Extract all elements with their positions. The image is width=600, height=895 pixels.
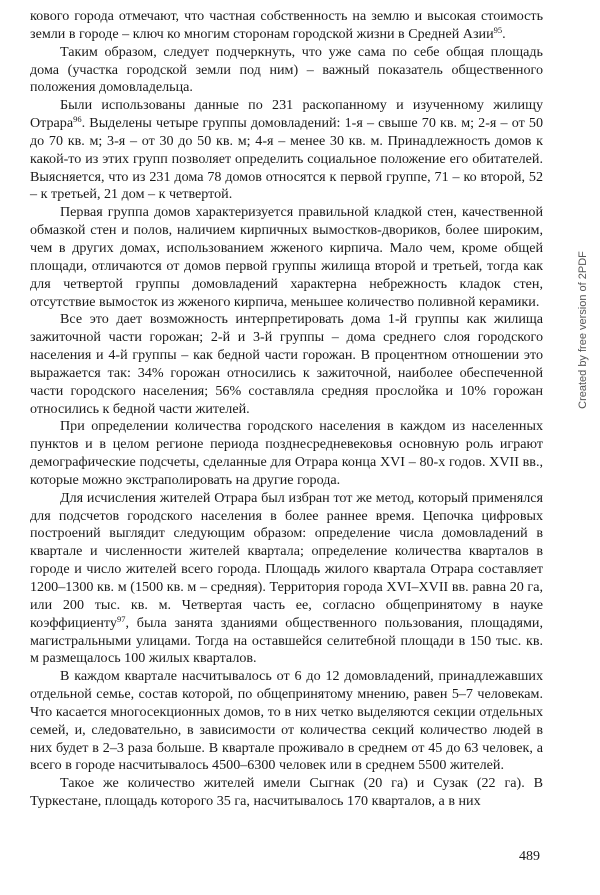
paragraph-text: Первая группа домов характеризуется правильной кладкой стен, качественной обмазкой стен и полов, наличием кирпичных вымостков-двориков, более широким, чем в других домах, использованием жженого кирпича. Мало чем, кроме общей площади, отличаются от домов первой группы жилища второй и третьей, тогда как для четвертой группы домовладений характерна небрежность кладок стен, отсутствие вымосток из жженого кирпича, меньшее количество поливной керамики. [30,204,543,310]
paragraph-text: . [502,25,506,42]
paragraph-text: Для исчисления жителей Отрара был избран тот же метод, который применялся для подсчетов городского населения в более раннее время. Цепочка цифровых построений выглядит следующим образом: определение числа домовладений в квартале и численности жителей квартала; определение количества кварталов в городе и число жителей всего города. Площадь жилого квартала Отрара составляет 1200–1300 кв. м (1500 кв. м – средняя). Территория города XVI–XVII вв. равна 20 га, или 200 тыс. кв. м. Четвертая часть ее, согласно общепринятому в науке коэффициенту [30,489,543,631]
paragraph [30,44,543,98]
paragraph-text: Все это дает возможность интерпретировать дома 1-й группы как жилища зажиточной части горожан; 2-й и 3-й группы – дома среднего слоя городского населения и 4-й группы – как бедной части горожан. В процентном отношении это выражается так: 34% горожан относились к зажиточной, наиболее обеспеченной части городского населения; 56% составляла средняя прослойка и 10% горожан относились к бедной части жителей. [30,311,543,417]
paragraph [30,204,543,311]
paragraph-text: При определении количества городского населения в каждом из населенных пунктов и в целом регионе периода позднесредневековья основную роль играют демографические подсчеты, сделанные для Отрара конца XVI – 80-х годов. XVII вв., которые можно экстраполировать на другие города. [30,418,543,488]
paragraph-text: В каждом квартале насчитывалось от 6 до 12 домовладений, принадлежавших отдельной семье, состав которой, по общепринятому мнению, равен 5–7 человекам. Что касается многосекционных домов, то в них четко выделяются секции отдельных семей, и, следовательно, в зависимости от количества секций количество людей в них будет в 2–3 раза больше. В квартале проживало в среднем от 45 до 63 человек, а всего в городе насчитывалось 4500–6300 человек или в среднем 5500 жителей. [30,668,543,774]
paragraph [30,311,543,418]
paragraph-text: Таким образом, следует подчеркнуть, что уже сама по себе общая площадь дома (участка городской земли под ним) – важный показатель общественного положения домовладельца. [30,43,543,96]
paragraph-text: Были использованы данные по 231 раскопанному и изученному жилищу Отрара [30,97,543,132]
footnote-ref: 95 [493,24,503,35]
footnote-ref: 97 [116,613,126,624]
paragraph-text: кового города отмечают, что частная собственность на землю и высокая стоимость земли в городе – ключ ко многим сторонам городской жизни в Средней Азии [30,8,543,42]
page-body [30,8,543,811]
paragraph-text: . Выделены четыре группы домовладений: 1-я – свыше 70 кв. м; 2-я – от 50 до 70 кв. м; 3-я – от 30 до 50 кв. м; 4-я – менее 30 кв. м. Принадлежность домов к какой-то из этих групп позволяет определить социальное положение его обитателей. Выясняется, что из 231 дома 78 домов относятся к первой группе, 71 – ко второй, 52 – к третьей, 21 дом – к четвертой. [30,115,543,203]
paragraph [30,97,543,204]
paragraph [30,418,543,489]
paragraph-text: Такое же количество жителей имели Сыгнак (20 га) и Сузак (22 га). В Туркестане, площадь которого 35 га, насчитывалось 170 кварталов, а в них [30,775,543,810]
paragraph [30,8,543,44]
paragraph [30,668,543,775]
footnote-ref: 96 [73,114,82,125]
watermark-text: Created by free version of 2PDF [577,251,589,409]
paragraph [30,490,543,668]
page-number: 489 [519,849,540,864]
paragraph-text: , была занята зданиями общественного пользования, площадями, магистральными улицами. Тогда на оставшейся селитебной площади в 150 тыс. кв. м размещалось 100 жилых кварталов. [30,614,543,667]
paragraph [30,775,543,811]
